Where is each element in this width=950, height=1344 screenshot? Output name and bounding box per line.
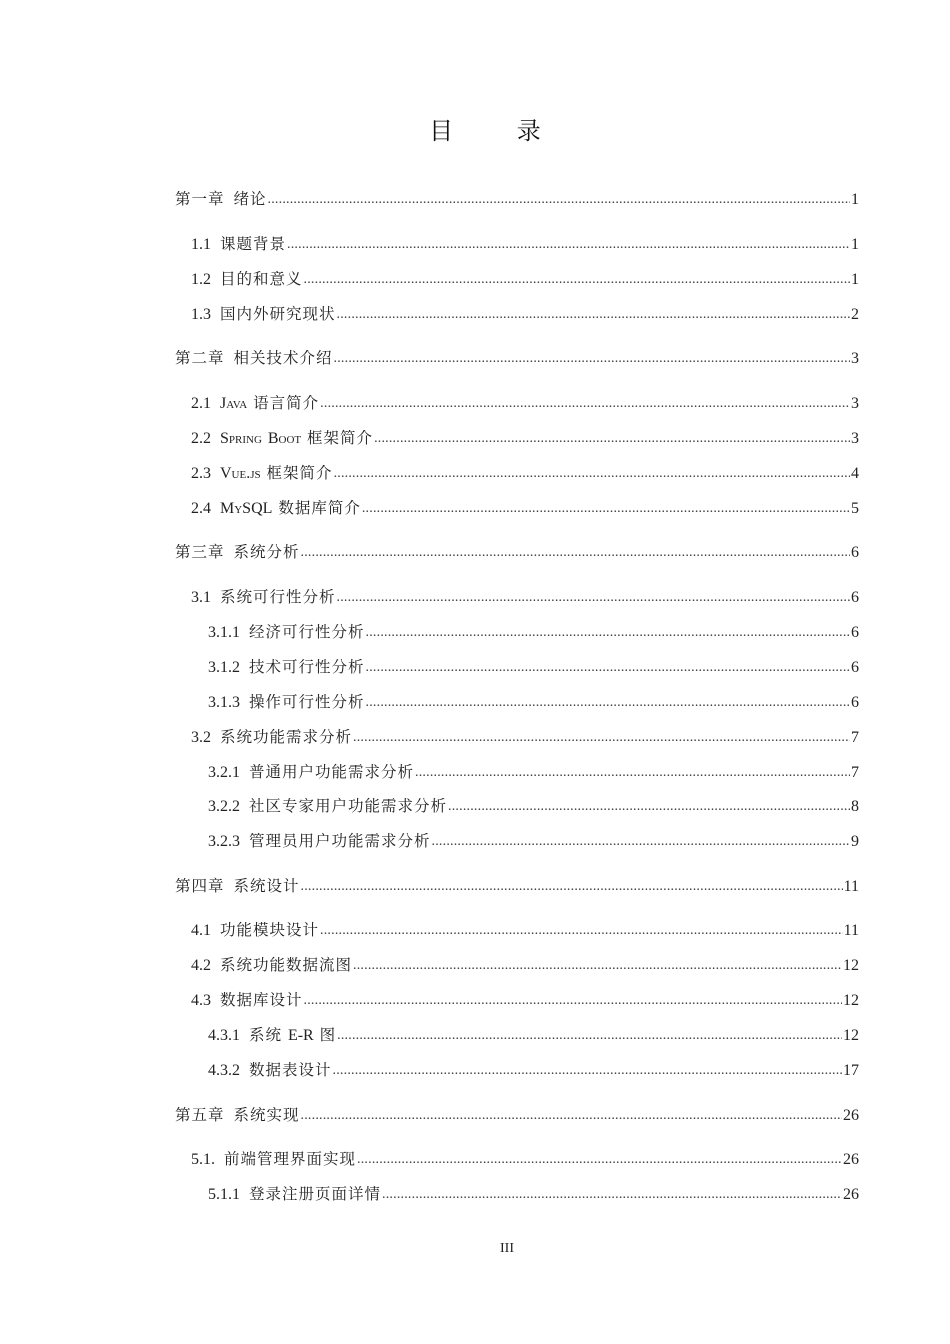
toc-entry-page-number: 12: [843, 957, 859, 974]
toc-entry-number: 3.2.2: [208, 798, 240, 815]
toc-entry-page-number: 12: [843, 1027, 859, 1044]
toc-entry-page-number: 11: [843, 922, 859, 939]
toc-entry-number: 3.2.1: [208, 764, 240, 781]
toc-entry-title: 相关技术介绍: [233, 349, 333, 367]
toc-dot-leader: [366, 657, 850, 679]
toc-entry-page-number: 3: [851, 430, 859, 447]
toc-dot-leader: [432, 831, 850, 853]
toc-entry-page-number: 6: [851, 694, 859, 711]
toc-entry-page-number: 26: [843, 1107, 859, 1124]
toc-entry-title: 操作可行性分析: [249, 693, 365, 711]
toc-entry-title: Spring Boot 框架简介: [220, 429, 374, 447]
toc-entry-page-number: 3: [851, 395, 859, 412]
toc-section-entry[interactable]: [191, 233, 859, 255]
toc-section-entry[interactable]: [191, 462, 859, 484]
toc-entry-title: 数据表设计: [249, 1061, 332, 1079]
toc-entry-page-number: 11: [843, 878, 859, 895]
toc-entry-title: 数据库设计: [220, 991, 303, 1009]
toc-entry-page-number: 26: [843, 1186, 859, 1203]
toc-entry-number: 5.1.1: [208, 1186, 240, 1203]
toc-entry-page-number: 7: [851, 764, 859, 781]
toc-dot-leader: [333, 1060, 842, 1082]
toc-entry-page-number: 26: [843, 1151, 859, 1168]
toc-entry-title: Java 语言简介: [220, 394, 320, 412]
toc-entry-page-number: 3: [851, 350, 859, 367]
toc-entry-title: 系统设计: [233, 877, 300, 895]
toc-dot-leader: [374, 428, 850, 450]
toc-section-entry[interactable]: [191, 427, 859, 449]
toc-entry-number: 第四章: [175, 877, 225, 895]
toc-dot-leader: [353, 727, 850, 749]
toc-subsection-entry[interactable]: [208, 1059, 859, 1081]
toc-dot-leader: [320, 393, 850, 415]
toc-dot-leader: [320, 920, 843, 942]
toc-entry-page-number: 7: [851, 729, 859, 746]
toc-subsection-entry[interactable]: [208, 691, 859, 713]
toc-dot-leader: [268, 189, 850, 211]
toc-entry-title: 绪论: [233, 190, 267, 208]
toc-entry-number: 3.1.3: [208, 694, 240, 711]
toc-entry-number: 5.1.: [191, 1151, 215, 1168]
toc-section-entry[interactable]: [191, 268, 859, 290]
toc-entry-page-number: 6: [851, 544, 859, 561]
toc-dot-leader: [287, 234, 850, 256]
toc-entry-number: 2.1: [191, 395, 211, 412]
toc-entry-title: 课题背景: [220, 235, 287, 253]
toc-entry-page-number: 5: [851, 500, 859, 517]
toc-chapter-entry[interactable]: [175, 347, 859, 369]
toc-dot-leader: [304, 990, 842, 1012]
toc-section-entry[interactable]: [191, 954, 859, 976]
toc-section-entry[interactable]: [191, 586, 859, 608]
toc-entry-title: MySQL 数据库简介: [220, 499, 361, 517]
footer-page-number: III: [500, 1241, 514, 1256]
toc-dot-leader: [357, 1149, 842, 1171]
toc-entry-number: 4.1: [191, 922, 211, 939]
toc-entry-page-number: 8: [851, 798, 859, 815]
toc-chapter-entry[interactable]: [175, 875, 859, 897]
toc-entry-page-number: 9: [851, 833, 859, 850]
toc-entry-title: 系统 E-R 图: [249, 1026, 337, 1044]
toc-subsection-entry[interactable]: [208, 1183, 859, 1205]
toc-subsection-entry[interactable]: [208, 656, 859, 678]
toc-section-entry[interactable]: [191, 919, 859, 941]
toc-entry-title: 系统功能需求分析: [220, 728, 353, 746]
toc-dot-leader: [362, 498, 850, 520]
toc-subsection-entry[interactable]: [208, 830, 859, 852]
toc-entry-title: 系统功能数据流图: [220, 956, 353, 974]
toc-entry-page-number: 6: [851, 624, 859, 641]
toc-entry-number: 1.2: [191, 271, 211, 288]
toc-entry-number: 3.2.3: [208, 833, 240, 850]
toc-subsection-entry[interactable]: [208, 621, 859, 643]
toc-title: 目 录: [429, 117, 569, 145]
toc-entry-title: 系统分析: [233, 543, 300, 561]
toc-dot-leader: [448, 796, 850, 818]
toc-entry-title: 经济可行性分析: [249, 623, 365, 641]
toc-entry-page-number: 12: [843, 992, 859, 1009]
toc-subsection-entry[interactable]: [208, 1024, 859, 1046]
toc-dot-leader: [337, 1025, 842, 1047]
toc-section-entry[interactable]: [191, 1148, 859, 1170]
toc-entry-page-number: 6: [851, 589, 859, 606]
toc-entry-title: 技术可行性分析: [249, 658, 365, 676]
toc-entry-number: 第五章: [175, 1106, 225, 1124]
toc-chapter-entry[interactable]: [175, 1104, 859, 1126]
toc-dot-leader: [415, 762, 850, 784]
toc-entry-page-number: 2: [851, 306, 859, 323]
toc-section-entry[interactable]: [191, 726, 859, 748]
toc-entry-page-number: 1: [851, 191, 859, 208]
toc-dot-leader: [301, 542, 850, 564]
toc-entry-title: 管理员用户功能需求分析: [249, 832, 431, 850]
toc-entry-number: 2.3: [191, 465, 211, 482]
toc-entry-title: Vue.js 框架简介: [220, 464, 333, 482]
toc-entry-number: 2.2: [191, 430, 211, 447]
toc-entry-page-number: 1: [851, 236, 859, 253]
toc-chapter-entry[interactable]: [175, 541, 859, 563]
toc-subsection-entry[interactable]: [208, 761, 859, 783]
toc-dot-leader: [301, 1105, 842, 1127]
toc-entry-page-number: 4: [851, 465, 859, 482]
toc-section-entry[interactable]: [191, 392, 859, 414]
toc-section-entry[interactable]: [191, 303, 859, 325]
toc-entry-title: 国内外研究现状: [220, 305, 336, 323]
toc-entry-number: 第三章: [175, 543, 225, 561]
toc-entry-number: 1.3: [191, 306, 211, 323]
toc-subsection-entry[interactable]: [208, 795, 859, 817]
toc-entry-number: 第二章: [175, 349, 225, 367]
toc-entry-title: 社区专家用户功能需求分析: [249, 797, 448, 815]
toc-entry-title: 系统实现: [233, 1106, 300, 1124]
toc-entry-number: 1.1: [191, 236, 211, 253]
toc-dot-leader: [382, 1184, 842, 1206]
toc-dot-leader: [337, 587, 850, 609]
toc-entry-number: 3.2: [191, 729, 211, 746]
toc-entry-page-number: 6: [851, 659, 859, 676]
toc-entry-number: 4.3.1: [208, 1027, 240, 1044]
toc-dot-leader: [353, 955, 842, 977]
toc-entry-title: 功能模块设计: [220, 921, 320, 939]
toc-entry-number: 3.1.2: [208, 659, 240, 676]
toc-dot-leader: [337, 304, 850, 326]
toc-entry-number: 3.1: [191, 589, 211, 606]
toc-dot-leader: [301, 876, 843, 898]
toc-entry-title: 普通用户功能需求分析: [249, 763, 415, 781]
toc-dot-leader: [334, 348, 850, 370]
toc-entry-number: 4.3.2: [208, 1062, 240, 1079]
toc-entry-title: 登录注册页面详情: [249, 1185, 382, 1203]
toc-dot-leader: [366, 692, 850, 714]
toc-entry-title: 目的和意义: [220, 270, 303, 288]
toc-entry-number: 4.3: [191, 992, 211, 1009]
toc-dot-leader: [334, 463, 850, 485]
toc-entry-title: 前端管理界面实现: [224, 1150, 357, 1168]
toc-section-entry[interactable]: [191, 989, 859, 1011]
toc-entry-number: 第一章: [175, 190, 225, 208]
toc-entry-number: 4.2: [191, 957, 211, 974]
toc-chapter-entry[interactable]: [175, 188, 859, 210]
toc-entry-number: 2.4: [191, 500, 211, 517]
toc-entry-number: 3.1.1: [208, 624, 240, 641]
toc-dot-leader: [366, 622, 850, 644]
toc-entry-page-number: 1: [851, 271, 859, 288]
toc-dot-leader: [304, 269, 850, 291]
toc-section-entry[interactable]: [191, 497, 859, 519]
toc-entry-page-number: 17: [843, 1062, 859, 1079]
toc-entry-title: 系统可行性分析: [220, 588, 336, 606]
